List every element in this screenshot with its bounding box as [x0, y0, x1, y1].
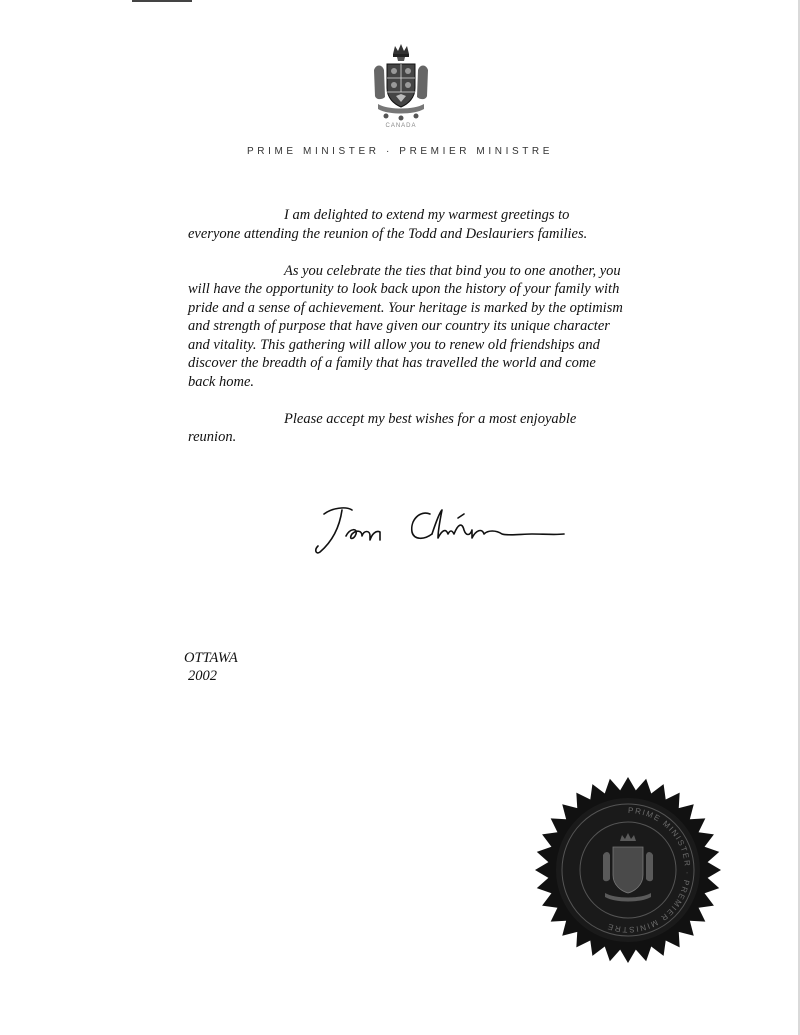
seal-ring-text: PRIME MINISTER · PREMIER MINISTRE [605, 805, 692, 935]
coat-of-arms-crest [366, 42, 436, 122]
celebration-paragraph: As you celebrate the ties that bind you to one another, you will have the opportunity to look back upon the history of your family with pride and a sense of achievement. Your heritage is marked by the optimism and strength of purpose that have given our country its unique character and vitality. This gathering will allow you to renew old friendships and discover the breadth of a family that has travelled the world and come back home. [188, 262, 623, 390]
closing-paragraph: Please accept my best wishes for a most enjoyable reunion. [188, 410, 577, 445]
greeting-paragraph: I am delighted to extend my warmest greetings to everyone attending the reunion of the Todd and Deslauriers families. [188, 207, 588, 242]
place-and-date [184, 649, 238, 685]
office-title: PRIME MINISTER · PREMIER MINISTRE [246, 146, 554, 157]
crest-caption: CANADA [385, 123, 417, 129]
official-seal [533, 775, 723, 965]
scan-edge-mark [132, 0, 192, 2]
handwritten-signature [312, 500, 572, 560]
date-line: 2002 [188, 668, 217, 684]
letter-body [188, 206, 623, 465]
place-line: OTTAWA [184, 650, 238, 666]
